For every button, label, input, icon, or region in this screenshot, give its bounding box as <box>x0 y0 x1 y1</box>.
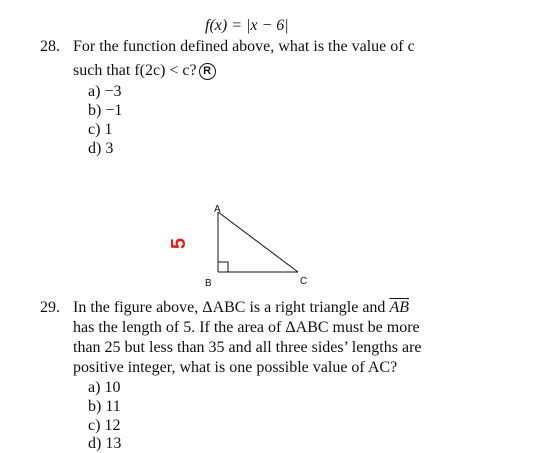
right-angle-marker <box>218 262 228 272</box>
q29-choice-a: a) 10 <box>88 379 121 396</box>
question-28-line-2-wrap <box>73 61 216 80</box>
question-29-line-1: In the figure above, ΔABC is a right triangle and $\overline{AB}$ <box>73 299 409 316</box>
question-28-number: 28. <box>40 38 60 55</box>
q28-choice-a: a) −3 <box>88 83 122 100</box>
function-text: f(x) = |x − 6| <box>205 17 289 34</box>
question-29-line-4: positive integer, what is one possible value of AC? <box>73 359 398 376</box>
q28-choice-b: b) −1 <box>88 102 123 119</box>
vertex-label-c: C <box>300 276 308 287</box>
question-28-line-1: For the function defined above, what is the value of c <box>73 38 415 55</box>
q29-choice-c: c) 12 <box>88 417 121 434</box>
function-definition <box>205 16 289 35</box>
r-badge-icon: R <box>199 63 216 80</box>
question-29-line-3: than 25 but less than 35 and all three sides’ lengths are <box>73 339 422 356</box>
vertex-label-b: B <box>205 278 212 289</box>
handwritten-side-length: 5 <box>168 237 191 250</box>
question-29-line-2: has the length of 5. If the area of ΔABC must be more <box>73 319 420 336</box>
vertex-label-a: A <box>214 204 221 215</box>
side-ac <box>218 212 298 272</box>
q28-choice-d: d) 3 <box>88 140 114 157</box>
q28-choice-c: c) 1 <box>88 121 113 138</box>
question-29-number: 29. <box>40 299 60 316</box>
question-28-line-2: such that f(2c) < c? <box>73 62 197 79</box>
segment-ab: $\overline{AB}$ <box>389 299 409 316</box>
q29-choice-b: b) 11 <box>88 398 121 415</box>
q29-choice-d: d) 13 <box>88 435 122 452</box>
